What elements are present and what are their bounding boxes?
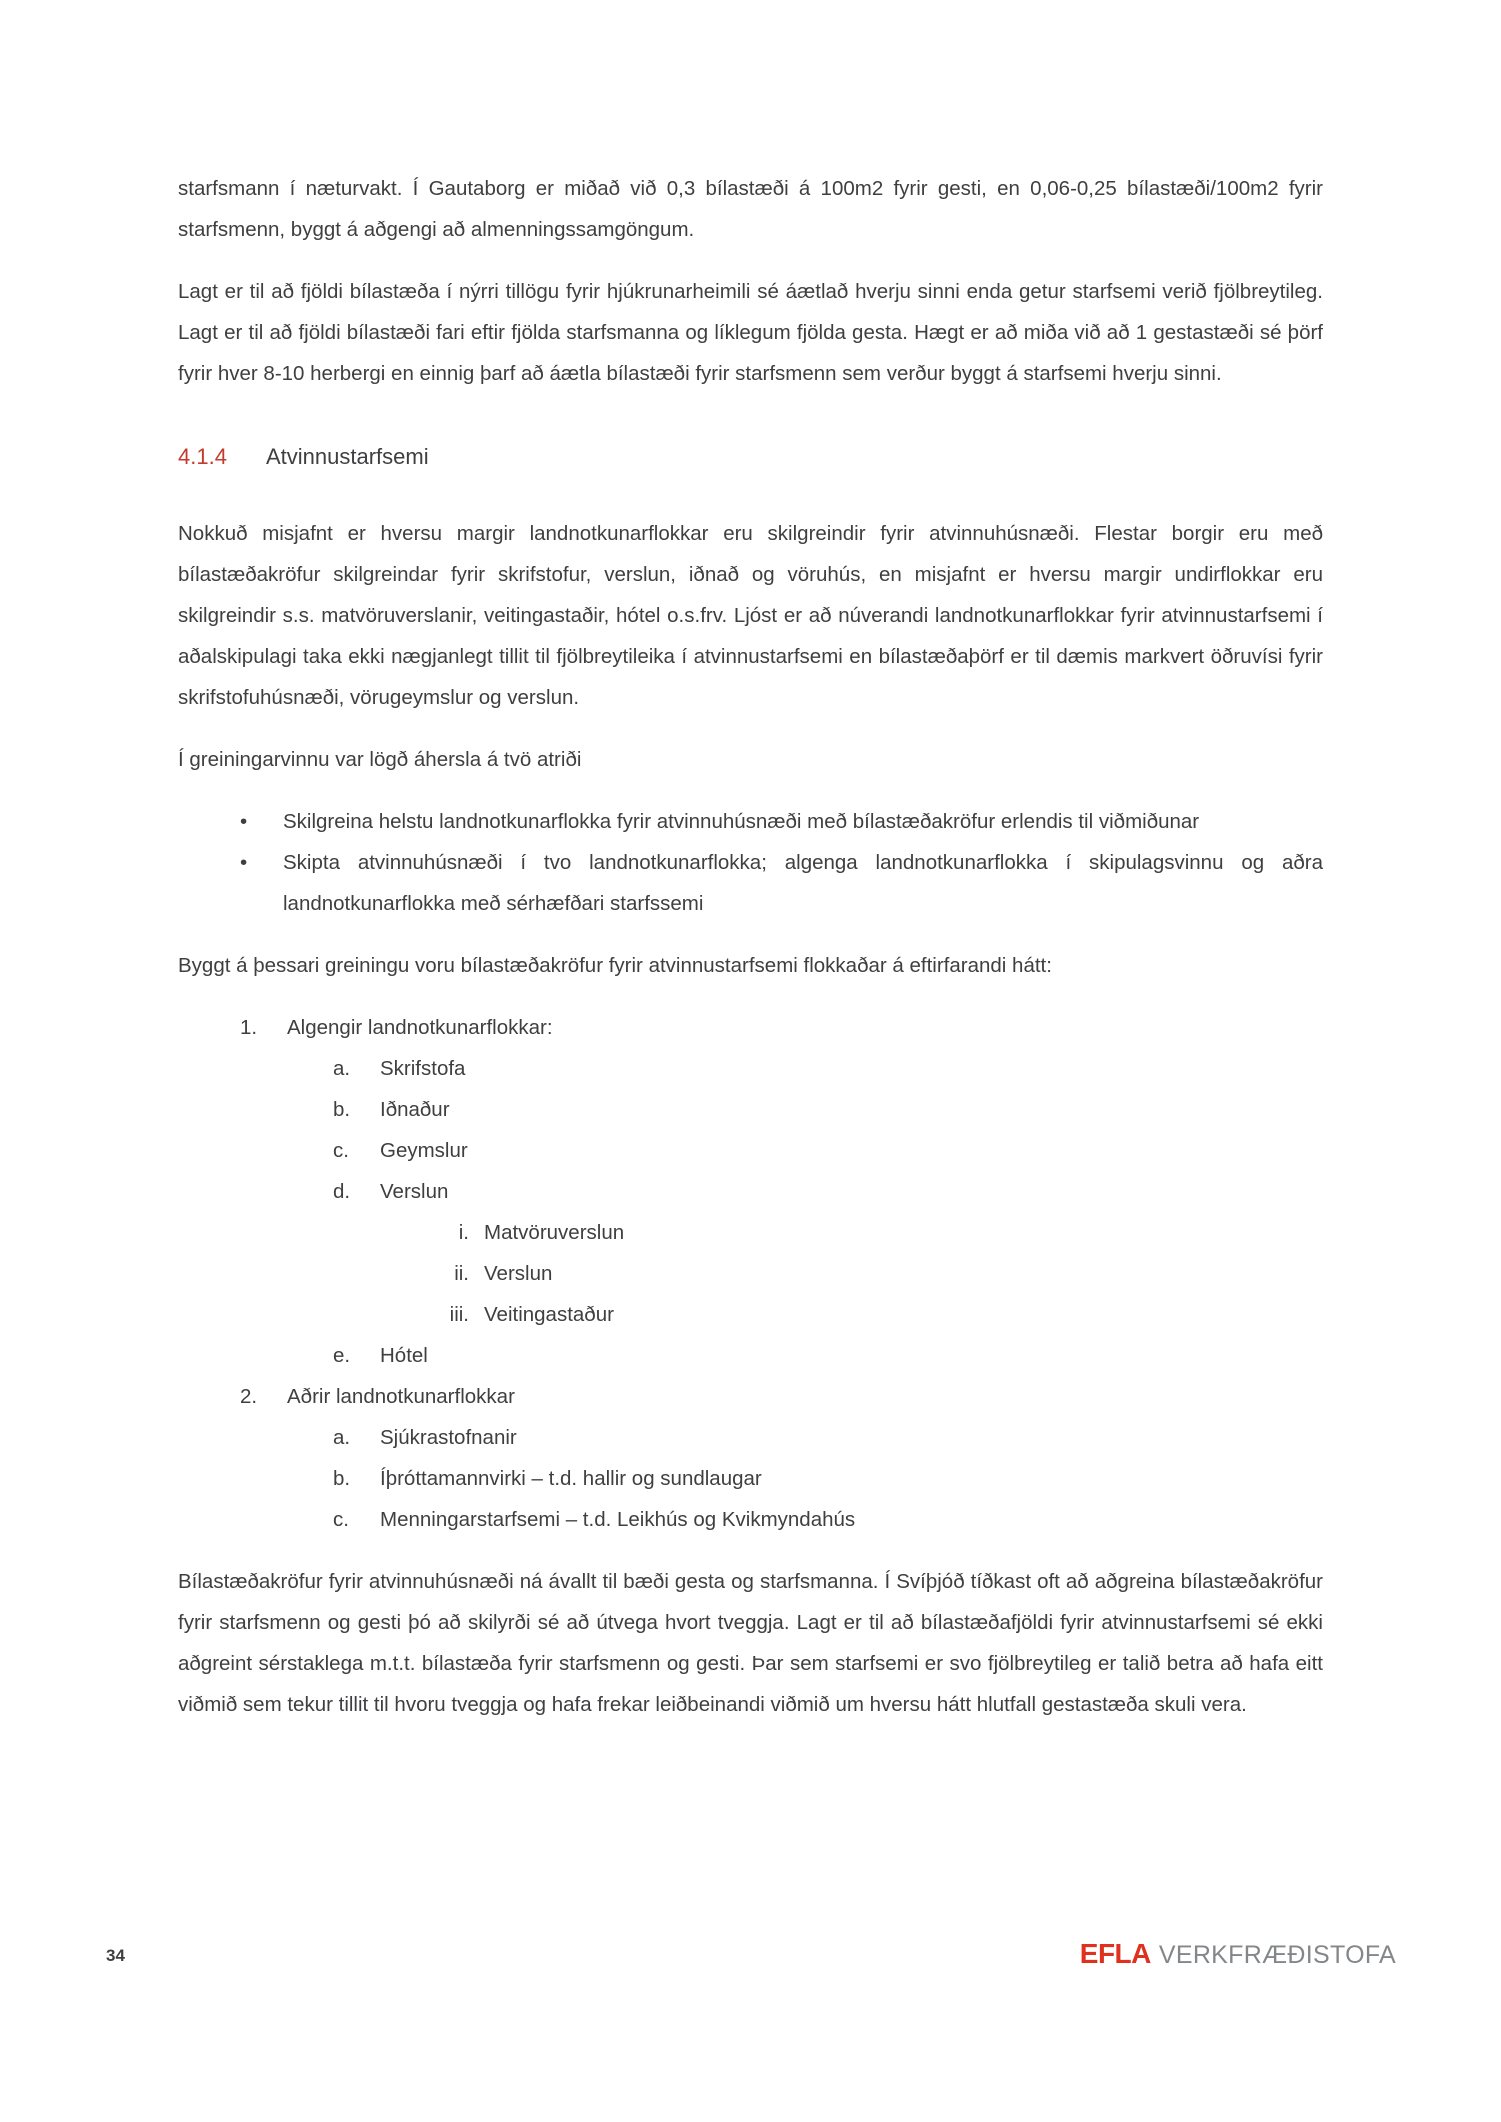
outline-marker: b. — [333, 1098, 351, 1121]
paragraph: starfsmann í næturvakt. Í Gautaborg er miðað við 0,3 bílastæði á 100m2 fyrir gesti, en 0,06-0,25 bílastæði/100m2 fyrir starfsmenn, byggt á aðgengi að almenningssamgöngum. — [178, 177, 1323, 241]
outline-item-text: Algengir landnotkunarflokkar: — [287, 1016, 553, 1039]
brand-suffix: VERKFRÆÐISTOFA — [1158, 1941, 1396, 1969]
outline-item-text: Iðnaður — [380, 1098, 450, 1121]
paragraph: Nokkuð misjafnt er hversu margir landnotkunarflokkar eru skilgreindir fyrir atvinnuhúsnæði. Flestar borgir eru með bílastæðakröfur skilgreindar fyrir skrifstofur, verslun, iðnað og vöruhús, en misjafnt er hversu margir undirflokkar eru skilgreindir s.s. matvöruverslanir, veitingastaðir, hótel o.s.frv. Ljóst er að núverandi landnotkunarflokkar fyrir atvinnustarfsemi í aðalskipulagi taka ekki nægjanlegt tillit til fjölbreytileika í atvinnustarfsemi en bílastæðaþörf er til dæmis markvert öðruvísi fyrir skrifstofuhúsnæði, vörugeymslur og verslun. — [178, 522, 1323, 709]
outline-item — [178, 1294, 1323, 1335]
outline-item — [178, 1007, 1323, 1048]
outline-item-text: Verslun — [484, 1262, 553, 1285]
paragraph: Í greiningarvinnu var lögð áhersla á tvö atriði — [178, 748, 582, 771]
outline-marker: iii. — [449, 1303, 469, 1326]
outline-item — [178, 1499, 1323, 1540]
outline-item — [178, 1171, 1323, 1212]
outline-item — [178, 1212, 1323, 1253]
outline-item-text: Hótel — [380, 1344, 428, 1367]
outline-item-text: Aðrir landnotkunarflokkar — [287, 1385, 515, 1408]
outline-item-text: Íþróttamannvirki – t.d. hallir og sundlaugar — [380, 1467, 762, 1490]
section-heading-title: Atvinnustarfsemi — [266, 444, 429, 469]
section-heading-number: 4.1.4 — [178, 444, 227, 469]
outline-item-text: Veitingastaður — [484, 1303, 614, 1326]
outline-item-text: Matvöruverslun — [484, 1221, 625, 1244]
outline-item — [178, 1253, 1323, 1294]
outline-marker: c. — [333, 1508, 349, 1531]
outline-marker: a. — [333, 1426, 351, 1449]
brand-logo — [1080, 1938, 1396, 1970]
outline-item — [178, 1376, 1323, 1417]
bullet-marker: • — [240, 810, 248, 833]
brand-name: EFLA — [1079, 1938, 1151, 1969]
paragraph: Lagt er til að fjöldi bílastæða í nýrri tillögu fyrir hjúkrunarheimili sé áætlað hverju sinni enda getur starfsemi verið fjölbreytileg. Lagt er til að fjöldi bílastæði fari eftir fjölda starfsmanna og líklegum fjölda gesta. Hægt er að miða við að 1 gestastæði sé þörf fyrir hver 8-10 herbergi en einnig þarf að áætla bílastæði fyrir starfsmenn sem verður byggt á starfsemi hverju sinni. — [178, 280, 1323, 385]
paragraph: Bílastæðakröfur fyrir atvinnuhúsnæði ná ávallt til bæði gesta og starfsmanna. Í Svíþjóð tíðkast oft að aðgreina bílastæðakröfur fyrir starfsmenn og gesti þó að skilyrði sé að útvega hvort tveggja. Lagt er til að bílastæðafjöldi fyrir atvinnustarfsemi sé ekki aðgreint sérstaklega m.t.t. bílastæða fyrir starfsmenn og gesti. Þar sem starfsemi er svo fjölbreytileg er talið betra að hafa eitt viðmið sem tekur tillit til hvoru tveggja og hafa frekar leiðbeinandi viðmið um hversu hátt hlutfall gestastæða skuli vera. — [178, 1570, 1323, 1716]
bullet-item — [178, 801, 1323, 842]
outline-item — [178, 1130, 1323, 1171]
bullet-marker: • — [240, 851, 248, 874]
outline-marker: a. — [333, 1057, 351, 1080]
paragraph: Byggt á þessari greiningu voru bílastæðakröfur fyrir atvinnustarfsemi flokkaðar á eftirfarandi hátt: — [178, 954, 1052, 977]
page-content — [178, 168, 1323, 1746]
outline-item-text: Menningarstarfsemi – t.d. Leikhús og Kvikmyndahús — [380, 1508, 856, 1531]
outline-item-text: Verslun — [380, 1180, 449, 1203]
outline-marker: 2. — [240, 1385, 258, 1408]
bullet-item-text: Skilgreina helstu landnotkunarflokka fyrir atvinnuhúsnæði með bílastæðakröfur erlendis til viðmiðunar — [283, 810, 1200, 833]
outline-marker: ii. — [454, 1262, 469, 1285]
outline-marker: i. — [458, 1221, 469, 1244]
bullet-item-text: Skipta atvinnuhúsnæði í tvo landnotkunarflokka; algenga landnotkunarflokka í skipulagsvinnu og aðra landnotkunarflokka með sérhæfðari starfssemi — [283, 851, 1323, 915]
section-heading — [178, 436, 1323, 477]
outline-marker: e. — [333, 1344, 351, 1367]
outline-marker: d. — [333, 1180, 351, 1203]
outline-item — [178, 1335, 1323, 1376]
page-number: 34 — [106, 1946, 125, 1965]
outline-item-text: Sjúkrastofnanir — [380, 1426, 517, 1449]
outline-item — [178, 1048, 1323, 1089]
outline-item — [178, 1417, 1323, 1458]
bullet-item — [178, 842, 1323, 924]
bullet-list — [178, 801, 1323, 924]
outline-marker: 1. — [240, 1016, 258, 1039]
outline-list — [178, 1007, 1323, 1540]
outline-item-text: Geymslur — [380, 1139, 468, 1162]
outline-marker: b. — [333, 1467, 351, 1490]
outline-item — [178, 1089, 1323, 1130]
outline-marker: c. — [333, 1139, 349, 1162]
outline-item-text: Skrifstofa — [380, 1057, 466, 1080]
outline-item — [178, 1458, 1323, 1499]
